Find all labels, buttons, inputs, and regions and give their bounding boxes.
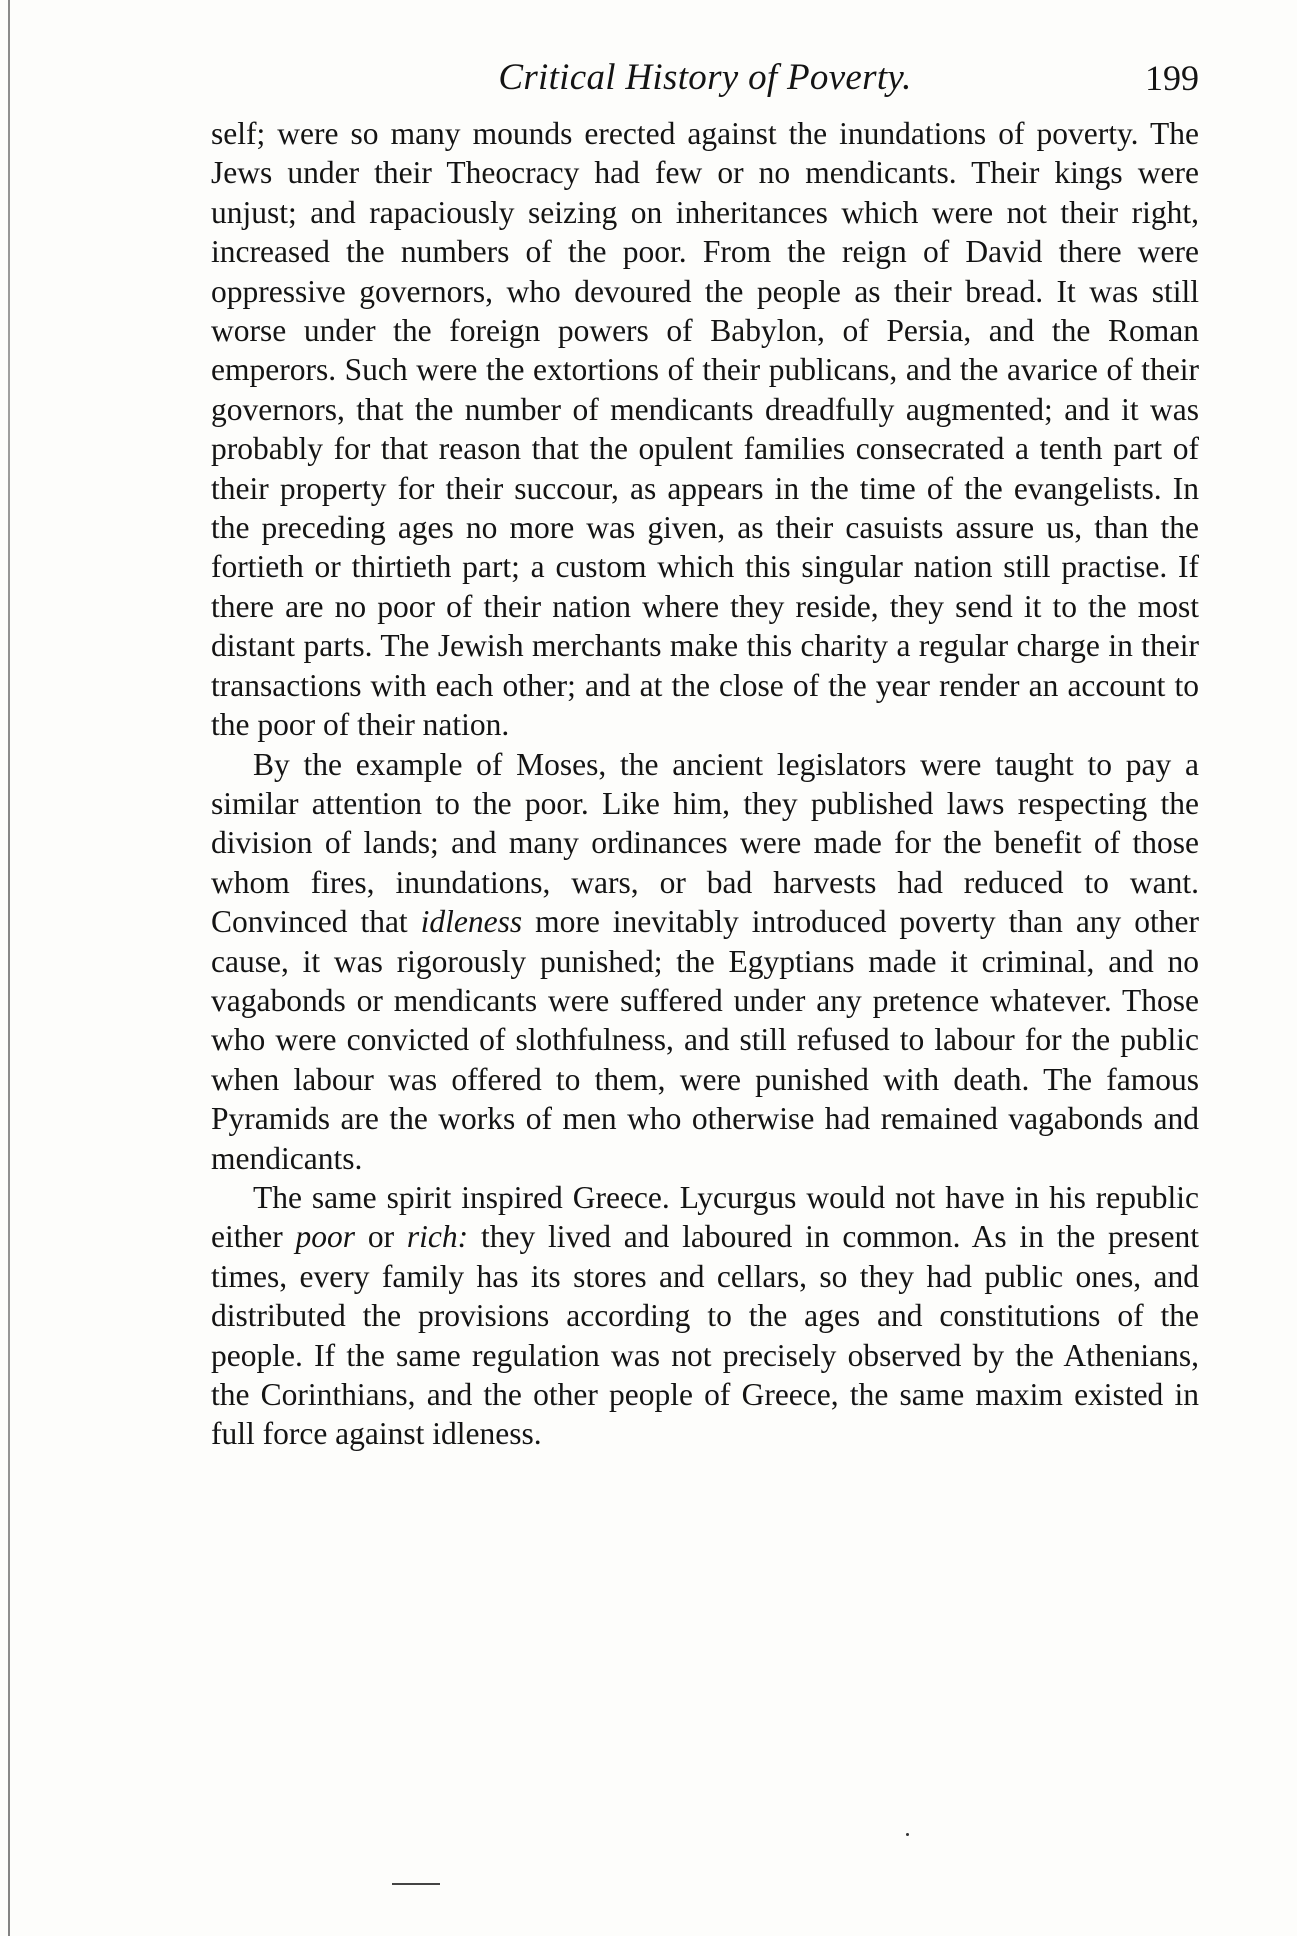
text-run: The same spirit inspired Greece. Lycurgus would not have in his republic either: [211, 1179, 1199, 1255]
italic-term-poor: poor: [295, 1219, 356, 1255]
paragraph-3: [211, 1178, 1199, 1454]
text-run: they lived and laboured in common. As in the present times, every family has its stores and cellars, so they had public ones, and distributed the provisions according to the ages and constitutions of the people. If the same regulation was not precisely observed by the Athenians, the Corinthians, and the other people of Greece, the same maxim existed in full force against idleness.: [211, 1219, 1199, 1452]
italic-term-idleness: idleness: [420, 904, 523, 940]
footer-rule: [392, 1883, 440, 1885]
italic-term-rich: rich:: [406, 1219, 469, 1255]
page-number: 199: [1145, 58, 1199, 98]
ink-speck: [906, 1833, 909, 1836]
paragraph-1: [211, 114, 1199, 745]
text-run: self; were so many mounds erected against the inundations of poverty. The Jews under their Theocracy had few or no mendicants. Their kings were unjust; and rapaciously seizing on inheritances which were not their right, increased the numbers of the poor. From the reign of David there were oppressive governors, who devoured the people as their bread. It was still worse under the foreign powers of Babylon, of Persia, and the Roman emperors. Such were the extortions of their publicans, and the avarice of their governors, that the number of mendicants dreadfully augmented; and it was probably for that reason that the opulent families consecrated a tenth part of their property for their succour, as appears in the time of the evangelists. In the preceding ages no more was given, as their casuists assure us, than the fortieth or thirtieth part; a custom which this singular nation still practise. If there are no poor of their nation where they reside, they send it to the most distant parts. The Jewish merchants make this charity a regular charge in their transactions with each other; and at the close of the year render an account to the poor of their nation.: [211, 116, 1199, 743]
running-title: Critical History of Poverty.: [498, 57, 912, 98]
text-run: more inevitably introduced poverty than any other cause, it was rigorously punished; the Egyptians made it criminal, and no vagabonds or mendicants were suffered under any pretence whatever. Those who were convicted of slothfulness, and still refused to labour for the public when labour was offered to them, were punished with death. The famous Pyramids are the works of men who otherwise had remained vagabonds and mendicants.: [211, 904, 1199, 1176]
paragraph-2: [211, 745, 1199, 1178]
running-head: [211, 52, 1199, 104]
text-run: or: [355, 1219, 407, 1255]
page-edge: [8, 0, 10, 1936]
text-run: By the example of Moses, the ancient legislators were taught to pay a similar attention to the poor. Like him, they published laws respecting the division of lands; and many ordinances were made for the benefit of those whom fires, inundations, wars, or bad harvests had reduced to want. Convinced that: [211, 746, 1199, 940]
text-body: [211, 114, 1199, 1454]
